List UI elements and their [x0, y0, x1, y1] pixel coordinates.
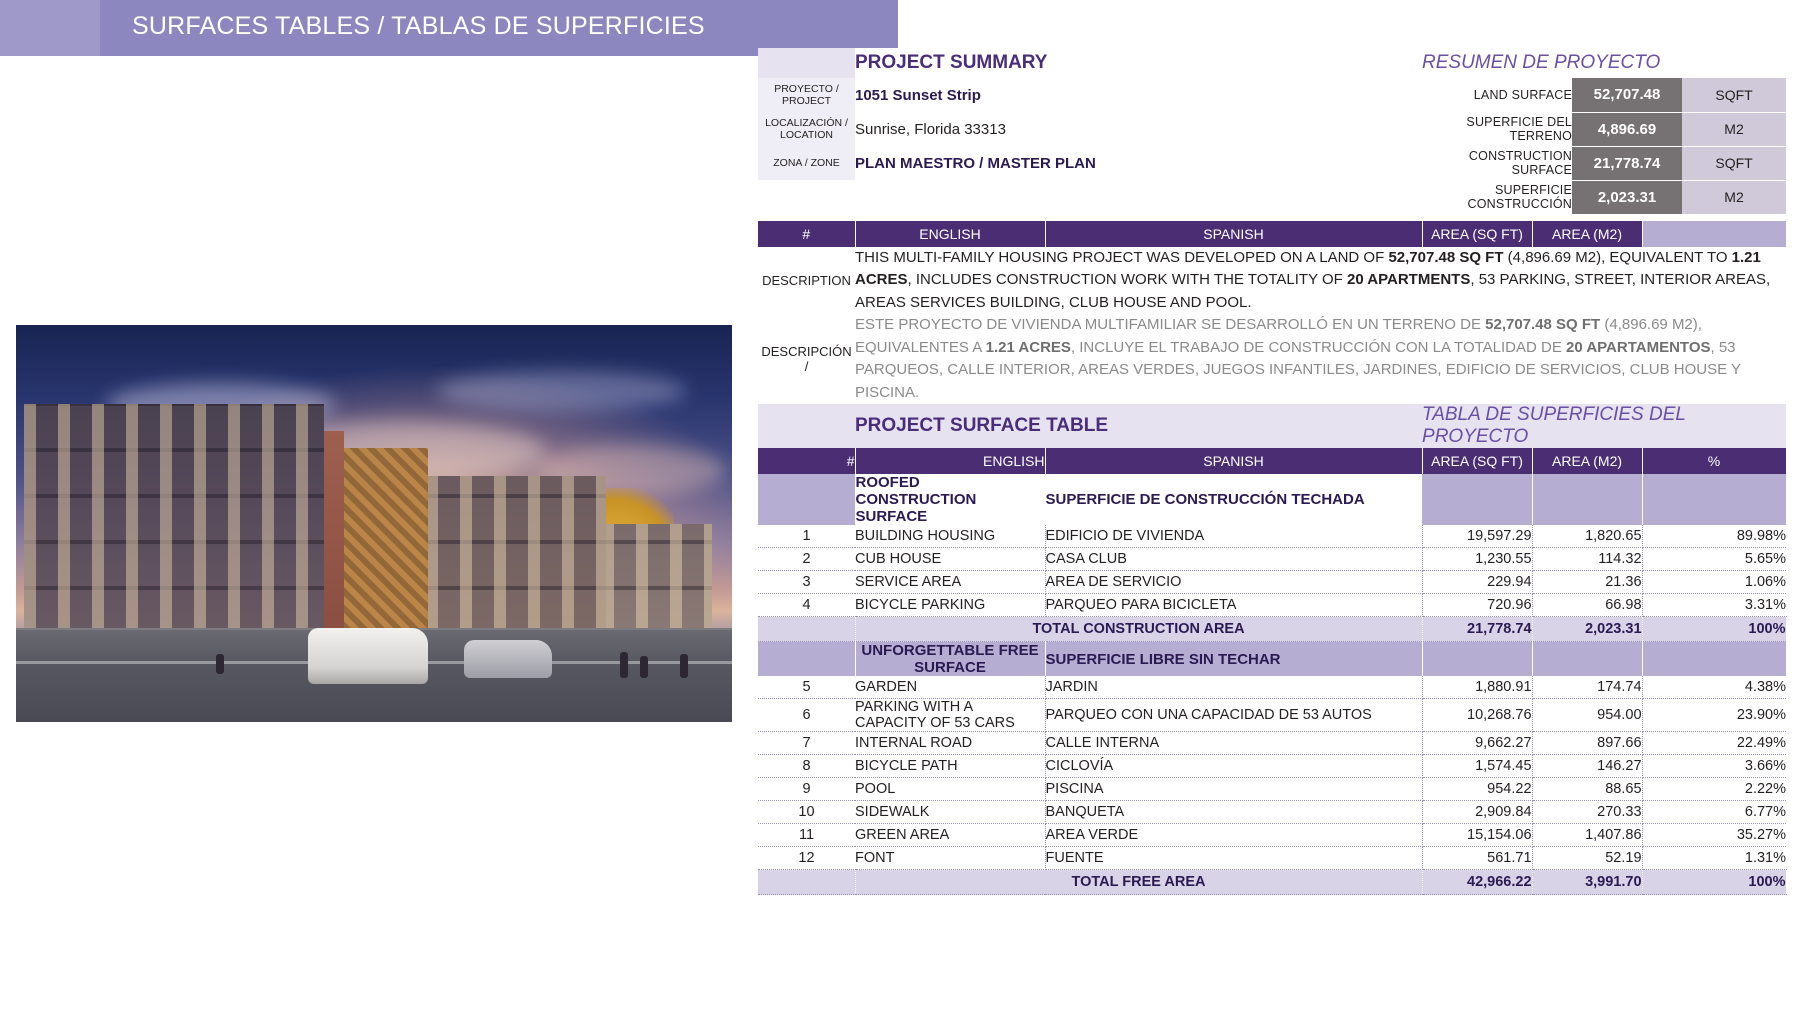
- section-blank-pct: [1642, 474, 1786, 525]
- row-number: 6: [758, 699, 855, 732]
- table-row: [758, 824, 1786, 847]
- row-percent: 5.65%: [1642, 548, 1786, 571]
- section-free-blank-pct: [1642, 642, 1786, 677]
- total-construction-row: [758, 617, 1786, 642]
- row-label-es: PARQUEO CON UNA CAPACIDAD DE 53 AUTOS: [1045, 699, 1422, 732]
- description-label-en: DESCRIPTION: [758, 247, 855, 315]
- section-blank-cell: [758, 474, 855, 525]
- summary-row-project: [758, 78, 1786, 112]
- row-label-en: SIDEWALK: [855, 801, 1045, 824]
- surface-column-header-spanish: SPANISH: [1045, 448, 1422, 474]
- label-line-1: LOCALIZACIÓN /: [765, 116, 848, 129]
- row-percent: 1.31%: [1642, 847, 1786, 870]
- surface-section-roofed: [758, 474, 1786, 525]
- total-construction-label: TOTAL CONSTRUCTION AREA: [855, 617, 1422, 642]
- summary-value-zone: PLAN MAESTRO / MASTER PLAN: [855, 154, 1096, 172]
- row-number: 7: [758, 732, 855, 755]
- label-line-1: PROYECTO /: [774, 82, 839, 95]
- total-free-blank-cell: [758, 870, 855, 895]
- row-label-en: PARKING WITH A CAPACITY OF 53 CARS: [855, 699, 1045, 732]
- row-label-es: PISCINA: [1045, 778, 1422, 801]
- surface-column-header-num: #: [758, 448, 855, 474]
- summary-right-unit-terreno: M2: [1682, 112, 1786, 146]
- total-construction-pct: 100%: [1642, 617, 1786, 642]
- section-free-blank-sqft: [1422, 642, 1532, 677]
- row-label-es: AREA VERDE: [1045, 824, 1422, 847]
- summary-label-location: [758, 112, 855, 146]
- table-row: [758, 778, 1786, 801]
- section-free-blank: [758, 642, 855, 677]
- roofed-rows-body: [758, 525, 1786, 617]
- total-construction-m2: 2,023.31: [1532, 617, 1642, 642]
- row-percent: 1.06%: [1642, 571, 1786, 594]
- summary-blank-value: [855, 180, 1422, 214]
- table-row: [758, 732, 1786, 755]
- summary-value-location: Sunrise, Florida 33313: [855, 120, 1006, 138]
- summary-blank-label: [758, 180, 855, 214]
- row-label-es: BANQUETA: [1045, 801, 1422, 824]
- row-number: 2: [758, 548, 855, 571]
- column-header-spanish: SPANISH: [1045, 221, 1422, 247]
- row-area-m2: 1,407.86: [1532, 824, 1642, 847]
- building-far: [602, 524, 712, 636]
- description-es-row: [758, 314, 1786, 404]
- summary-title-en: PROJECT SUMMARY: [855, 48, 1422, 78]
- row-number: 3: [758, 571, 855, 594]
- summary-row-construction-m2: [758, 180, 1786, 214]
- row-percent: 23.90%: [1642, 699, 1786, 732]
- row-number: 8: [758, 755, 855, 778]
- total-free-sqft: 42,966.22: [1422, 870, 1532, 895]
- table-row: [758, 594, 1786, 617]
- summary-blank-cell: [758, 48, 855, 78]
- person-figure: [640, 656, 648, 678]
- row-area-m2: 66.98: [1532, 594, 1642, 617]
- building-right-wing: [426, 476, 606, 636]
- surface-title-blank: [758, 404, 855, 448]
- row-area-sqft: 1,230.55: [1422, 548, 1532, 571]
- building-main: [24, 404, 324, 636]
- section-label-es-free: SUPERFICIE LIBRE SIN TECHAR: [1045, 642, 1422, 677]
- row-percent: 2.22%: [1642, 778, 1786, 801]
- table-row: [758, 699, 1786, 732]
- summary-right-unit-land-surface: SQFT: [1682, 78, 1786, 112]
- row-label-es: EDIFICIO DE VIVIENDA: [1045, 525, 1422, 548]
- total-free-label: TOTAL FREE AREA: [855, 870, 1422, 895]
- row-area-m2: 146.27: [1532, 755, 1642, 778]
- row-area-sqft: 229.94: [1422, 571, 1532, 594]
- surface-title-es: TABLA DE SUPERFICIES DEL PROYECTO: [1422, 404, 1786, 448]
- row-number: 10: [758, 801, 855, 824]
- row-area-m2: 21.36: [1532, 571, 1642, 594]
- person-figure: [620, 652, 628, 678]
- row-number: 11: [758, 824, 855, 847]
- row-label-es: CASA CLUB: [1045, 548, 1422, 571]
- summary-right-label-construction: CONSTRUCTION SURFACE: [1468, 149, 1573, 177]
- project-summary-table: [758, 48, 1786, 215]
- surfaces-data-panel: [758, 48, 1786, 895]
- project-surface-table: [758, 404, 1787, 895]
- row-label-es: CICLOVÍA: [1045, 755, 1422, 778]
- surface-column-header-english: ENGLISH: [855, 448, 1045, 474]
- building-screen-facade: [342, 448, 428, 636]
- row-label-es: CALLE INTERNA: [1045, 732, 1422, 755]
- section-blank-m2: [1532, 474, 1642, 525]
- table-row: [758, 801, 1786, 824]
- summary-right-value-land-surface: 52,707.48: [1572, 78, 1682, 112]
- surface-column-header-area-m2: AREA (M2): [1532, 448, 1642, 474]
- row-label-en: POOL: [855, 778, 1045, 801]
- column-header-english: ENGLISH: [855, 221, 1045, 247]
- row-area-m2: 1,820.65: [1532, 525, 1642, 548]
- row-label-en: BICYCLE PATH: [855, 755, 1045, 778]
- description-en-row: [758, 247, 1786, 315]
- summary-right-label-land-surface: LAND SURFACE: [1473, 88, 1573, 102]
- banner-left-accent: [0, 0, 100, 56]
- row-area-sqft: 954.22: [1422, 778, 1532, 801]
- column-header-area-sqft: AREA (SQ FT): [1422, 221, 1532, 247]
- row-number: 5: [758, 676, 855, 699]
- free-rows-body: [758, 676, 1786, 870]
- table-row: [758, 525, 1786, 548]
- row-label-es: FUENTE: [1045, 847, 1422, 870]
- label-line-2: LOCATION: [780, 129, 833, 141]
- row-area-sqft: 19,597.29: [1422, 525, 1532, 548]
- row-area-m2: 954.00: [1532, 699, 1642, 732]
- description-header-row: [758, 221, 1786, 247]
- row-area-m2: 897.66: [1532, 732, 1642, 755]
- row-area-sqft: 720.96: [1422, 594, 1532, 617]
- total-blank-cell: [758, 617, 855, 642]
- surface-header-row: [758, 448, 1786, 474]
- row-area-m2: 270.33: [1532, 801, 1642, 824]
- surface-column-header-pct: %: [1642, 448, 1786, 474]
- summary-value-project: 1051 Sunset Strip: [855, 86, 981, 104]
- total-construction-sqft: 21,778.74: [1422, 617, 1532, 642]
- row-percent: 89.98%: [1642, 525, 1786, 548]
- summary-row-location: [758, 112, 1786, 146]
- row-number: 4: [758, 594, 855, 617]
- row-label-es: JARDIN: [1045, 676, 1422, 699]
- page-title: SURFACES TABLES / TABLAS DE SUPERFICIES: [132, 12, 705, 40]
- column-header-area-m2: AREA (M2): [1532, 221, 1642, 247]
- row-number: 9: [758, 778, 855, 801]
- row-label-es: PARQUEO PARA BICICLETA: [1045, 594, 1422, 617]
- row-area-sqft: 2,909.84: [1422, 801, 1532, 824]
- row-percent: 35.27%: [1642, 824, 1786, 847]
- row-percent: 3.66%: [1642, 755, 1786, 778]
- row-area-sqft: 1,574.45: [1422, 755, 1532, 778]
- total-free-pct: 100%: [1642, 870, 1786, 895]
- section-label-en-roofed: ROOFED CONSTRUCTION SURFACE: [855, 474, 1045, 525]
- summary-right-value-terreno: 4,896.69: [1572, 112, 1682, 146]
- row-percent: 3.31%: [1642, 594, 1786, 617]
- car-grey: [464, 640, 552, 678]
- cloud-decoration: [436, 371, 686, 411]
- column-header-pct-blank: [1642, 221, 1786, 247]
- row-number: 12: [758, 847, 855, 870]
- description-label-es: DESCRIPCIÓN /: [758, 314, 855, 404]
- row-label-en: CUB HOUSE: [855, 548, 1045, 571]
- description-text-en: THIS MULTI-FAMILY HOUSING PROJECT WAS DEVELOPED ON A LAND OF 52,707.48 SQ FT (4,896.69 M2), EQUIVALENT TO 1.21 ACRES, INCLUDES CONSTRUCTION WORK WITH THE TOTALITY OF 20 APARTMENTS, 53 PARKING, STREET, INTERIOR AREAS, AREAS SERVICES BUILDING, CLUB HOUSE AND POOL.: [855, 248, 1771, 311]
- table-row: [758, 676, 1786, 699]
- row-percent: 4.38%: [1642, 676, 1786, 699]
- row-area-sqft: 15,154.06: [1422, 824, 1532, 847]
- row-area-m2: 52.19: [1532, 847, 1642, 870]
- column-header-num: #: [758, 221, 855, 247]
- summary-label-zone: ZONA / ZONE: [758, 146, 855, 180]
- section-label-es-roofed: SUPERFICIE DE CONSTRUCCIÓN TECHADA: [1045, 474, 1422, 525]
- table-row: [758, 847, 1786, 870]
- summary-title-row: [758, 48, 1786, 78]
- project-rendering-image: [16, 325, 732, 722]
- row-label-en: GREEN AREA: [855, 824, 1045, 847]
- row-area-sqft: 10,268.76: [1422, 699, 1532, 732]
- surface-title-row: [758, 404, 1786, 448]
- summary-row-zone: [758, 146, 1786, 180]
- row-label-en: BUILDING HOUSING: [855, 525, 1045, 548]
- summary-right-unit-construction: SQFT: [1682, 146, 1786, 180]
- row-percent: 6.77%: [1642, 801, 1786, 824]
- summary-label-project: [758, 78, 855, 112]
- surface-column-header-area-sqft: AREA (SQ FT): [1422, 448, 1532, 474]
- row-label-es: AREA DE SERVICIO: [1045, 571, 1422, 594]
- car-white: [308, 628, 428, 684]
- description-table: [758, 221, 1787, 405]
- row-area-sqft: 9,662.27: [1422, 732, 1532, 755]
- label-line-2: PROJECT: [781, 95, 831, 107]
- table-row: [758, 571, 1786, 594]
- summary-right-unit-superficie-construccion: M2: [1682, 180, 1786, 214]
- row-percent: 22.49%: [1642, 732, 1786, 755]
- section-free-blank-m2: [1532, 642, 1642, 677]
- row-area-sqft: 1,880.91: [1422, 676, 1532, 699]
- person-figure: [680, 654, 688, 678]
- row-area-sqft: 561.71: [1422, 847, 1532, 870]
- summary-right-value-superficie-construccion: 2,023.31: [1572, 180, 1682, 214]
- row-label-en: GARDEN: [855, 676, 1045, 699]
- row-label-en: INTERNAL ROAD: [855, 732, 1045, 755]
- section-blank-sqft: [1422, 474, 1532, 525]
- table-row: [758, 755, 1786, 778]
- summary-right-label-terreno: SUPERFICIE DEL TERRENO: [1466, 115, 1573, 143]
- row-label-en: FONT: [855, 847, 1045, 870]
- description-text-es: ESTE PROYECTO DE VIVIENDA MULTIFAMILIAR SE DESARROLLÓ EN UN TERRENO DE 52,707.48 SQ FT (4,896.69 M2), EQUIVALENTES A 1.21 ACRES, INCLUYE EL TRABAJO DE CONSTRUCCIÓN CON LA TOTALIDAD DE 20 APARTAMENTOS, 53 PARQUEOS, CALLE INTERIOR, AREAS VERDES, JUEGOS INFANTILES, JARDINES, EDIFICIO DE SERVICIOS, CLUB HOUSE Y PISCINA.: [855, 316, 1741, 401]
- summary-title-es: RESUMEN DE PROYECTO: [1422, 48, 1786, 78]
- row-area-m2: 174.74: [1532, 676, 1642, 699]
- table-row: [758, 548, 1786, 571]
- summary-right-label-superficie-construccion: SUPERFICIE CONSTRUCCIÓN: [1467, 183, 1573, 211]
- row-number: 1: [758, 525, 855, 548]
- total-free-row: [758, 870, 1786, 895]
- summary-right-value-construction: 21,778.74: [1572, 146, 1682, 180]
- surface-title-en: PROJECT SURFACE TABLE: [855, 404, 1422, 448]
- section-label-en-free: UNFORGETTABLE FREE SURFACE: [855, 642, 1045, 677]
- row-label-en: BICYCLE PARKING: [855, 594, 1045, 617]
- row-area-m2: 88.65: [1532, 778, 1642, 801]
- person-figure: [216, 654, 224, 674]
- row-label-en: SERVICE AREA: [855, 571, 1045, 594]
- total-free-m2: 3,991.70: [1532, 870, 1642, 895]
- row-area-m2: 114.32: [1532, 548, 1642, 571]
- surface-section-free: [758, 642, 1786, 677]
